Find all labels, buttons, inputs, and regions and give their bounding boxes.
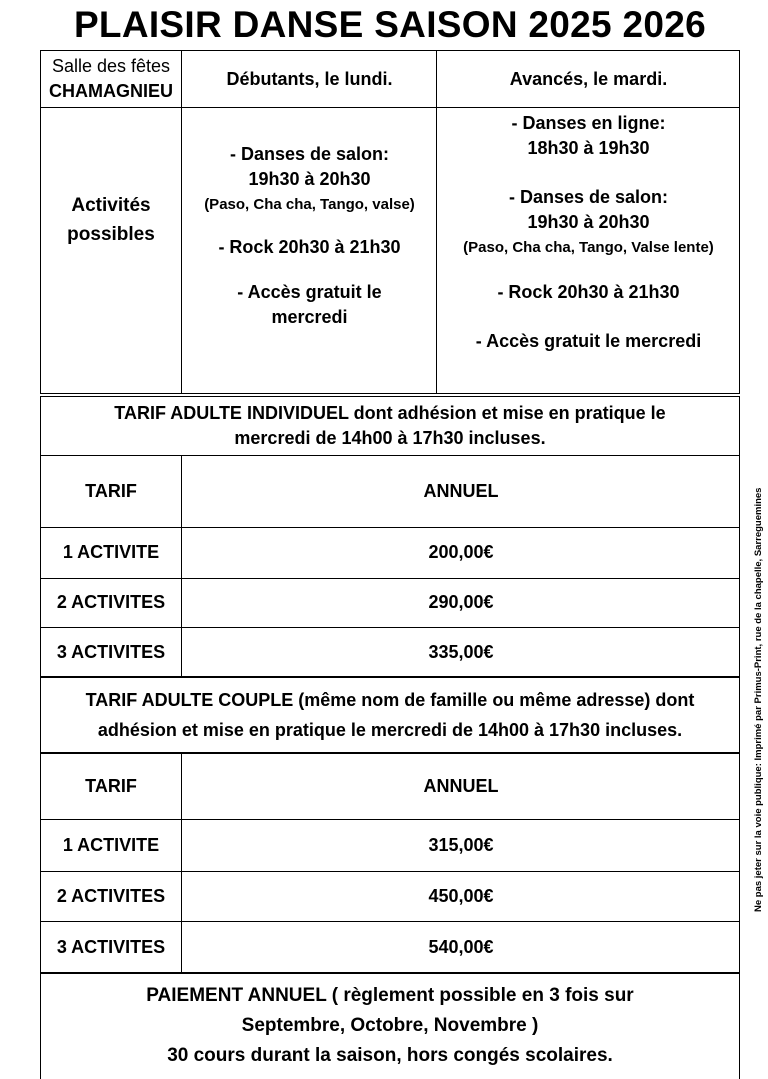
payment-line1: PAIEMENT ANNUEL ( règlement possible en 3 fois sur <box>146 985 634 1006</box>
beginners-salon-list: (Paso, Cha cha, Tango, valse) <box>204 196 415 213</box>
advanced-salon-title: - Danses de salon: <box>508 187 669 207</box>
individual-row-2-label: 2 ACTIVITES <box>56 592 166 612</box>
advanced-salon-time: 19h30 à 20h30 <box>527 212 650 232</box>
payment-line3: 30 cours durant la saison, hors congés scolaires. <box>167 1045 613 1066</box>
individual-row-3-price: 335,00€ <box>428 641 494 662</box>
advanced-header: Avancés, le mardi. <box>509 68 668 89</box>
beginners-salon-time: 19h30 à 20h30 <box>248 169 371 189</box>
couple-row-2-label: 2 ACTIVITES <box>56 885 166 906</box>
beginners-activities <box>182 142 437 330</box>
beginners-free-line2: mercredi <box>271 307 348 327</box>
couple-row-3-label: 3 ACTIVITES <box>56 936 166 957</box>
activities-label <box>40 180 182 260</box>
page-title: PLAISIR DANSE SAISON 2025 2026 <box>73 4 707 45</box>
advanced-rock: - Rock 20h30 à 21h30 <box>497 282 680 302</box>
beginners-header: Débutants, le lundi. <box>226 68 393 89</box>
activities-label-line2: possibles <box>67 224 155 245</box>
couple-row-1-label: 1 ACTIVITE <box>62 834 160 855</box>
individual-row-2-price: 290,00€ <box>428 592 494 612</box>
couple-col-annuel: ANNUEL <box>423 775 499 796</box>
individual-heading-line1: TARIF ADULTE INDIVIDUEL dont adhésion et mise en pratique le <box>114 403 666 423</box>
beginners-salon-title: - Danses de salon: <box>229 144 390 164</box>
venue-town: CHAMAGNIEU <box>49 81 173 101</box>
venue-cell <box>40 50 182 108</box>
couple-col-tarif: TARIF <box>85 775 137 796</box>
individual-row-3-label: 3 ACTIVITES <box>56 641 166 662</box>
couple-row-2-price: 450,00€ <box>428 885 494 906</box>
couple-heading-line2: adhésion et mise en pratique le mercredi de 14h00 à 17h30 incluses. <box>97 720 683 740</box>
advanced-line-title: - Danses en ligne: <box>511 113 666 133</box>
couple-heading <box>40 677 740 753</box>
venue-name: Salle des fêtes <box>51 56 171 76</box>
individual-row-1-price: 200,00€ <box>428 542 494 562</box>
activities-label-line1: Activités <box>71 195 151 216</box>
advanced-line-time: 18h30 à 19h30 <box>527 138 650 158</box>
individual-heading <box>40 396 740 456</box>
beginners-free-line1: - Accès gratuit le <box>237 282 382 302</box>
couple-heading-line1: TARIF ADULTE COUPLE (même nom de famille ou même adresse) dont <box>85 690 695 710</box>
couple-row-3-price: 540,00€ <box>428 936 494 957</box>
individual-row-1-label: 1 ACTIVITE <box>62 542 160 562</box>
advanced-free: - Accès gratuit le mercredi <box>475 331 702 351</box>
beginners-rock: - Rock 20h30 à 21h30 <box>218 237 401 257</box>
payment-line2: Septembre, Octobre, Novembre ) <box>241 1015 539 1036</box>
printer-note: Ne pas jeter sur la voie publique: Imprimé par Primus-Print, rue de la chapelle, Sarreguemines <box>753 487 764 912</box>
individual-heading-line2: mercredi de 14h00 à 17h30 incluses. <box>234 428 546 448</box>
payment-info <box>40 978 740 1074</box>
advanced-salon-list: (Paso, Cha cha, Tango, Valse lente) <box>463 239 714 256</box>
couple-row-1-price: 315,00€ <box>428 834 494 855</box>
individual-col-annuel: ANNUEL <box>423 480 499 501</box>
individual-col-tarif: TARIF <box>85 480 137 501</box>
advanced-activities <box>437 111 740 354</box>
